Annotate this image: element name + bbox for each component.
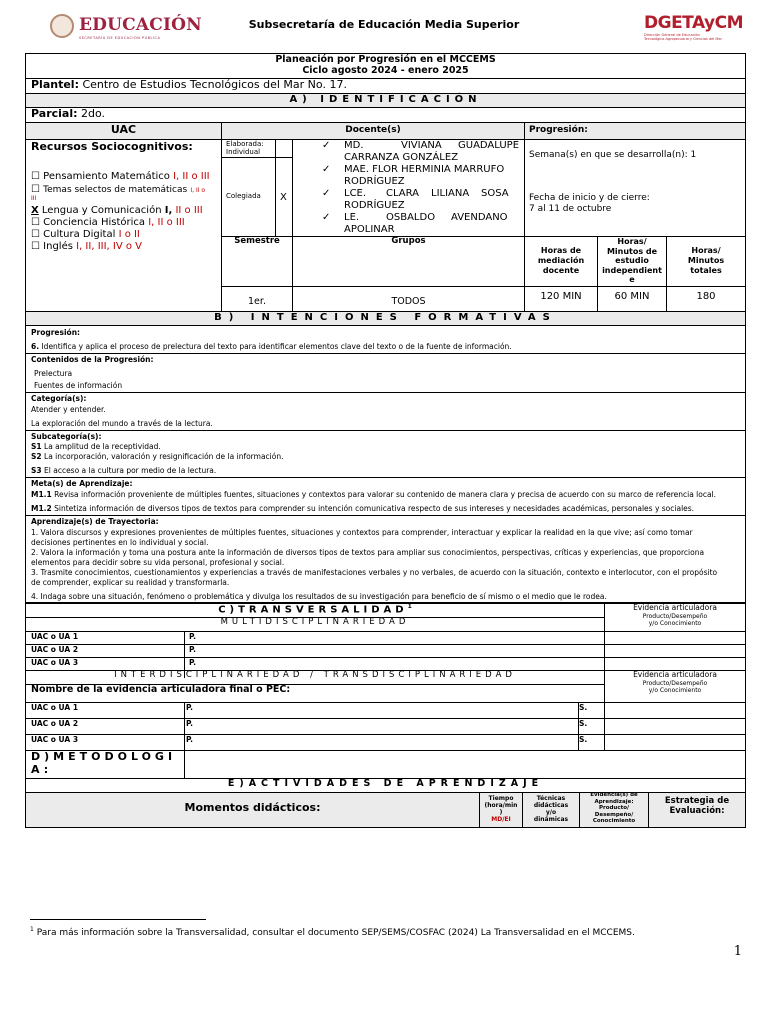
s-label: S. bbox=[579, 719, 588, 728]
uac-row-label: UAC o UA 1 bbox=[31, 632, 79, 641]
doc-cycle: Ciclo agosto 2024 - enero 2025 bbox=[302, 65, 469, 76]
trayectoria-line: elementos para decidir sobre su vida personal, profesional y social. bbox=[31, 558, 285, 567]
docente-4-c: AVENDANO bbox=[451, 212, 508, 223]
planning-form bbox=[25, 53, 746, 828]
plantel-value: Centro de Estudios Tecnológicos del Mar No. 17. bbox=[82, 78, 347, 91]
semestre-value: 1er. bbox=[248, 296, 266, 307]
trayectoria-line: 2. Valora la información y toma una postura ante la información de diversos tipos de textos para ampliar sus conocimientos, perspectivas, críticas y experiencias, que proporciona bbox=[31, 548, 705, 557]
docente-3-c: LILIANA bbox=[431, 188, 470, 199]
horas-totales-header: Horas/ Minutos totales bbox=[687, 246, 725, 275]
colegiada-mark: X bbox=[280, 192, 287, 203]
educacion-logo-text: EDUCACIÓN bbox=[79, 15, 202, 35]
p-label: P. bbox=[186, 735, 193, 744]
parcial-row: Parcial: 2do. bbox=[31, 107, 106, 120]
multidisciplinariedad-heading: MULTIDISCIPLINARIEDAD bbox=[220, 617, 410, 627]
trayectoria-line: 4. Indaga sobre una situación, fenómeno o problemática y divulga los resultados de su investigación para beneficio de sí mismo o el medio que le rodea. bbox=[31, 592, 607, 601]
section-b-heading: B) INTENCIONES FORMATIVAS bbox=[214, 312, 557, 323]
section-c-heading: C)TRANSVERSALIDAD$^1$ bbox=[218, 603, 412, 616]
docente-4-b: OSBALDO bbox=[386, 212, 436, 223]
subcategoria-item: S3 El acceso a la cultura por medio de la lectura. bbox=[31, 466, 217, 475]
docente-3-d: SOSA bbox=[481, 188, 509, 199]
recurso-ingles[interactable]: ☐ Inglés I, II, III, IV o V bbox=[31, 241, 142, 252]
p-label: P. bbox=[189, 658, 196, 667]
checkbox-icon: ☐ bbox=[31, 217, 40, 228]
tiempo-header: Tiempo (hora/min ) MD/EI bbox=[484, 795, 518, 823]
checkbox-icon: ☐ bbox=[31, 184, 40, 195]
docente-2-b: RODRÍGUEZ bbox=[344, 176, 405, 187]
grupos-value: TODOS bbox=[391, 296, 426, 307]
horas-estudio-value: 60 MIN bbox=[614, 291, 650, 302]
colegiada-label: Colegiada bbox=[226, 192, 261, 200]
check-icon: ✓ bbox=[322, 188, 331, 199]
pec-label: Nombre de la evidencia articuladora final o PEC: bbox=[31, 684, 291, 695]
checkbox-icon: ☐ bbox=[31, 241, 40, 252]
educacion-logo-subtext: SECRETARÍA DE EDUCACIÓN PÚBLICA bbox=[79, 36, 161, 40]
parcial-value: 2do. bbox=[81, 107, 106, 120]
section-a-heading: A) IDENTIFICACIÓN bbox=[289, 94, 482, 105]
recurso-pensamiento-matematico[interactable]: ☐ Pensamiento Matemático I, II o III bbox=[31, 171, 210, 182]
checkbox-icon: ☐ bbox=[31, 171, 40, 182]
check-icon: ✓ bbox=[322, 212, 331, 223]
contenido-item: Fuentes de información bbox=[34, 381, 123, 390]
recurso-conciencia-historica[interactable]: ☐ Conciencia Histórica I, II o III bbox=[31, 217, 185, 228]
individual-label: Individual bbox=[226, 148, 261, 156]
s-label: S. bbox=[579, 735, 588, 744]
progresion-title: Progresión: bbox=[31, 328, 81, 337]
progresion-text: 6. Identifica y aplica el proceso de prelectura del texto para identificar elementos clave del texto o de la fuente de información. bbox=[31, 342, 512, 351]
checkbox-icon: ☐ bbox=[31, 229, 40, 240]
p-label: P. bbox=[186, 719, 193, 728]
meta-item: M1.2 Sintetiza información de diversos tipos de textos para comprender su intención comunicativa respecto de sus intereses y necesidades académicas, personales y sociales. bbox=[31, 504, 695, 513]
trayectoria-line: decisiones pertinentes en lo individual y social. bbox=[31, 538, 209, 547]
subcategoria-item: S1 La amplitud de la receptividad. bbox=[31, 442, 161, 451]
categoria-item: La exploración del mundo a través de la lectura. bbox=[31, 419, 213, 428]
subcategoria-item: S2 La incorporación, valoración y resignificación de la información. bbox=[31, 452, 284, 461]
evidencia-articuladora-header: Evidencia articuladora Producto/Desempeño y/o Conocimiento bbox=[633, 603, 717, 627]
docente-1-b: VIVIANA bbox=[401, 140, 442, 151]
semestre-header: Semestre bbox=[234, 236, 280, 246]
page-number: 1 bbox=[733, 944, 742, 959]
metas-title: Meta(s) de Aprendizaje: bbox=[31, 479, 133, 488]
uac-row-label: UAC o UA 3 bbox=[31, 735, 79, 744]
evidencias-aprendizaje-header: Evidencia(s) de Aprendizaje: Producto/ Desempeño/ Conocimiento bbox=[590, 792, 638, 824]
tecnicas-header: Técnicas didácticas y/o dinámicas bbox=[533, 795, 569, 823]
page-header bbox=[0, 12, 768, 48]
dgetaycm-logo-text: DGETAyCM bbox=[644, 13, 743, 33]
checked-box-icon: X bbox=[31, 205, 39, 216]
uac-row-label: UAC o UA 2 bbox=[31, 645, 79, 654]
section-d-heading: D)METODOLOGI bbox=[31, 750, 177, 763]
grupos-header: Grupos bbox=[391, 236, 426, 246]
plantel-row: Plantel: Centro de Estudios Tecnológicos del Mar No. 17. bbox=[31, 78, 347, 91]
contenido-item: Prelectura bbox=[34, 369, 73, 378]
progresion-header: Progresión: bbox=[529, 125, 588, 135]
docente-1-c: GUADALUPE bbox=[458, 140, 520, 151]
interdisciplinariedad-heading: INTERDISCIPLINARIEDAD / TRANSDISCIPLINARIEDAD bbox=[114, 670, 516, 680]
evidencia-articuladora-header: Evidencia articuladora Producto/Desempeño y/o Conocimiento bbox=[633, 670, 717, 694]
section-d-heading-cont: A: bbox=[31, 763, 53, 776]
trayectoria-title: Aprendizaje(s) de Trayectoria: bbox=[31, 517, 159, 526]
recursos-title: Recursos Sociocognitivos: bbox=[31, 140, 193, 153]
docente-3-a: LCE. bbox=[344, 188, 367, 199]
uac-row-label: UAC o UA 2 bbox=[31, 719, 79, 728]
docente-3-b: CLARA bbox=[386, 188, 420, 199]
meta-item: M1.1 Revisa información proveniente de múltiples fuentes, situaciones y contextos para valorar su contenido de manera clara y precisa de acuerdo con su marco de referencia local. bbox=[31, 490, 717, 499]
uac-header: UAC bbox=[110, 123, 137, 136]
p-label: P. bbox=[189, 632, 196, 641]
header-title: Subsecretaría de Educación Media Superior bbox=[248, 18, 520, 31]
footnote: $^1$ Para más información sobre la Transversalidad, consultar el documento SEP/SEMS/COSFAC (2024) La Transversalidad en el MCCEMS. bbox=[30, 926, 635, 938]
momentos-didacticos-header: Momentos didácticos: bbox=[184, 801, 321, 814]
check-icon: ✓ bbox=[322, 164, 331, 175]
docente-4-a: LE. bbox=[344, 212, 360, 223]
trayectoria-line: 1. Valora discursos y expresiones provenientes de múltiples fuentes, situaciones y contextos para comprender, interactuar y explicar la realidad en la que vive; así como tomar bbox=[31, 528, 693, 537]
docente-1-d: CARRANZA GONZÁLEZ bbox=[344, 152, 459, 163]
docente-2-a: MAE. FLOR HERMINIA MARRUFO bbox=[344, 164, 505, 175]
fecha-value: 7 al 11 de octubre bbox=[529, 204, 612, 214]
doc-title: Planeación por Progresión en el MCCEMS bbox=[275, 54, 496, 65]
docente-3-e: RODRÍGUEZ bbox=[344, 200, 405, 211]
horas-mediacion-header: Horas de mediación docente bbox=[537, 246, 585, 275]
section-e-heading: E)ACTIVIDADES DE APRENDIZAJE bbox=[227, 778, 544, 789]
contenidos-title: Contenidos de la Progresión: bbox=[31, 355, 154, 364]
recurso-lengua-comunicacion[interactable]: X Lengua y Comunicación I, II o III bbox=[31, 205, 203, 216]
trayectoria-line: 3. Trasmite conocimientos, cuestionamientos y experiencias a través de manifestaciones verbales y no verbales, de acuerdo con la situación, contexto e interlocutor, con el propósito bbox=[31, 568, 718, 577]
categoria-item: Atender y entender. bbox=[31, 405, 106, 414]
trayectoria-line: de comprender, explicar su realidad y transformarla. bbox=[31, 578, 230, 587]
recurso-temas-selectos[interactable]: ☐ Temas selectos de matemáticas I, II o bbox=[31, 184, 206, 195]
estrategia-evaluacion-header: Estrategia de Evaluación: bbox=[664, 796, 730, 816]
footnote-separator bbox=[30, 919, 206, 920]
fecha-label: Fecha de inicio y de cierre: bbox=[529, 193, 650, 203]
s-label: S. bbox=[579, 703, 588, 712]
semanas-text: Semana(s) en que se desarrolla(n): 1 bbox=[529, 150, 697, 160]
recurso-temas-selectos-cont: III bbox=[31, 195, 37, 202]
elaborada-label: Elaborada: bbox=[226, 140, 264, 148]
subcategoria-title: Subcategoría(s): bbox=[31, 432, 102, 441]
uac-row-label: UAC o UA 3 bbox=[31, 658, 79, 667]
docentes-header: Docente(s) bbox=[345, 125, 401, 135]
uac-row-label: UAC o UA 1 bbox=[31, 703, 79, 712]
categoria-title: Categoría(s): bbox=[31, 394, 87, 403]
check-icon: ✓ bbox=[322, 140, 331, 151]
recurso-cultura-digital[interactable]: ☐ Cultura Digital I o II bbox=[31, 229, 140, 240]
p-label: P. bbox=[186, 703, 193, 712]
docente-1-a: MD. bbox=[344, 140, 364, 151]
p-label: P. bbox=[189, 645, 196, 654]
horas-estudio-header: Horas/ Minutos de estudio independient e bbox=[602, 237, 662, 284]
horas-mediacion-value: 120 MIN bbox=[540, 291, 582, 302]
dgetaycm-logo bbox=[644, 13, 743, 48]
dgetaycm-logo-subtext: Dirección General de Educación Tecnológica Agropecuaria y Ciencias del Mar bbox=[644, 33, 722, 41]
docente-4-d: APOLINAR bbox=[344, 224, 395, 235]
horas-totales-value: 180 bbox=[696, 291, 716, 302]
